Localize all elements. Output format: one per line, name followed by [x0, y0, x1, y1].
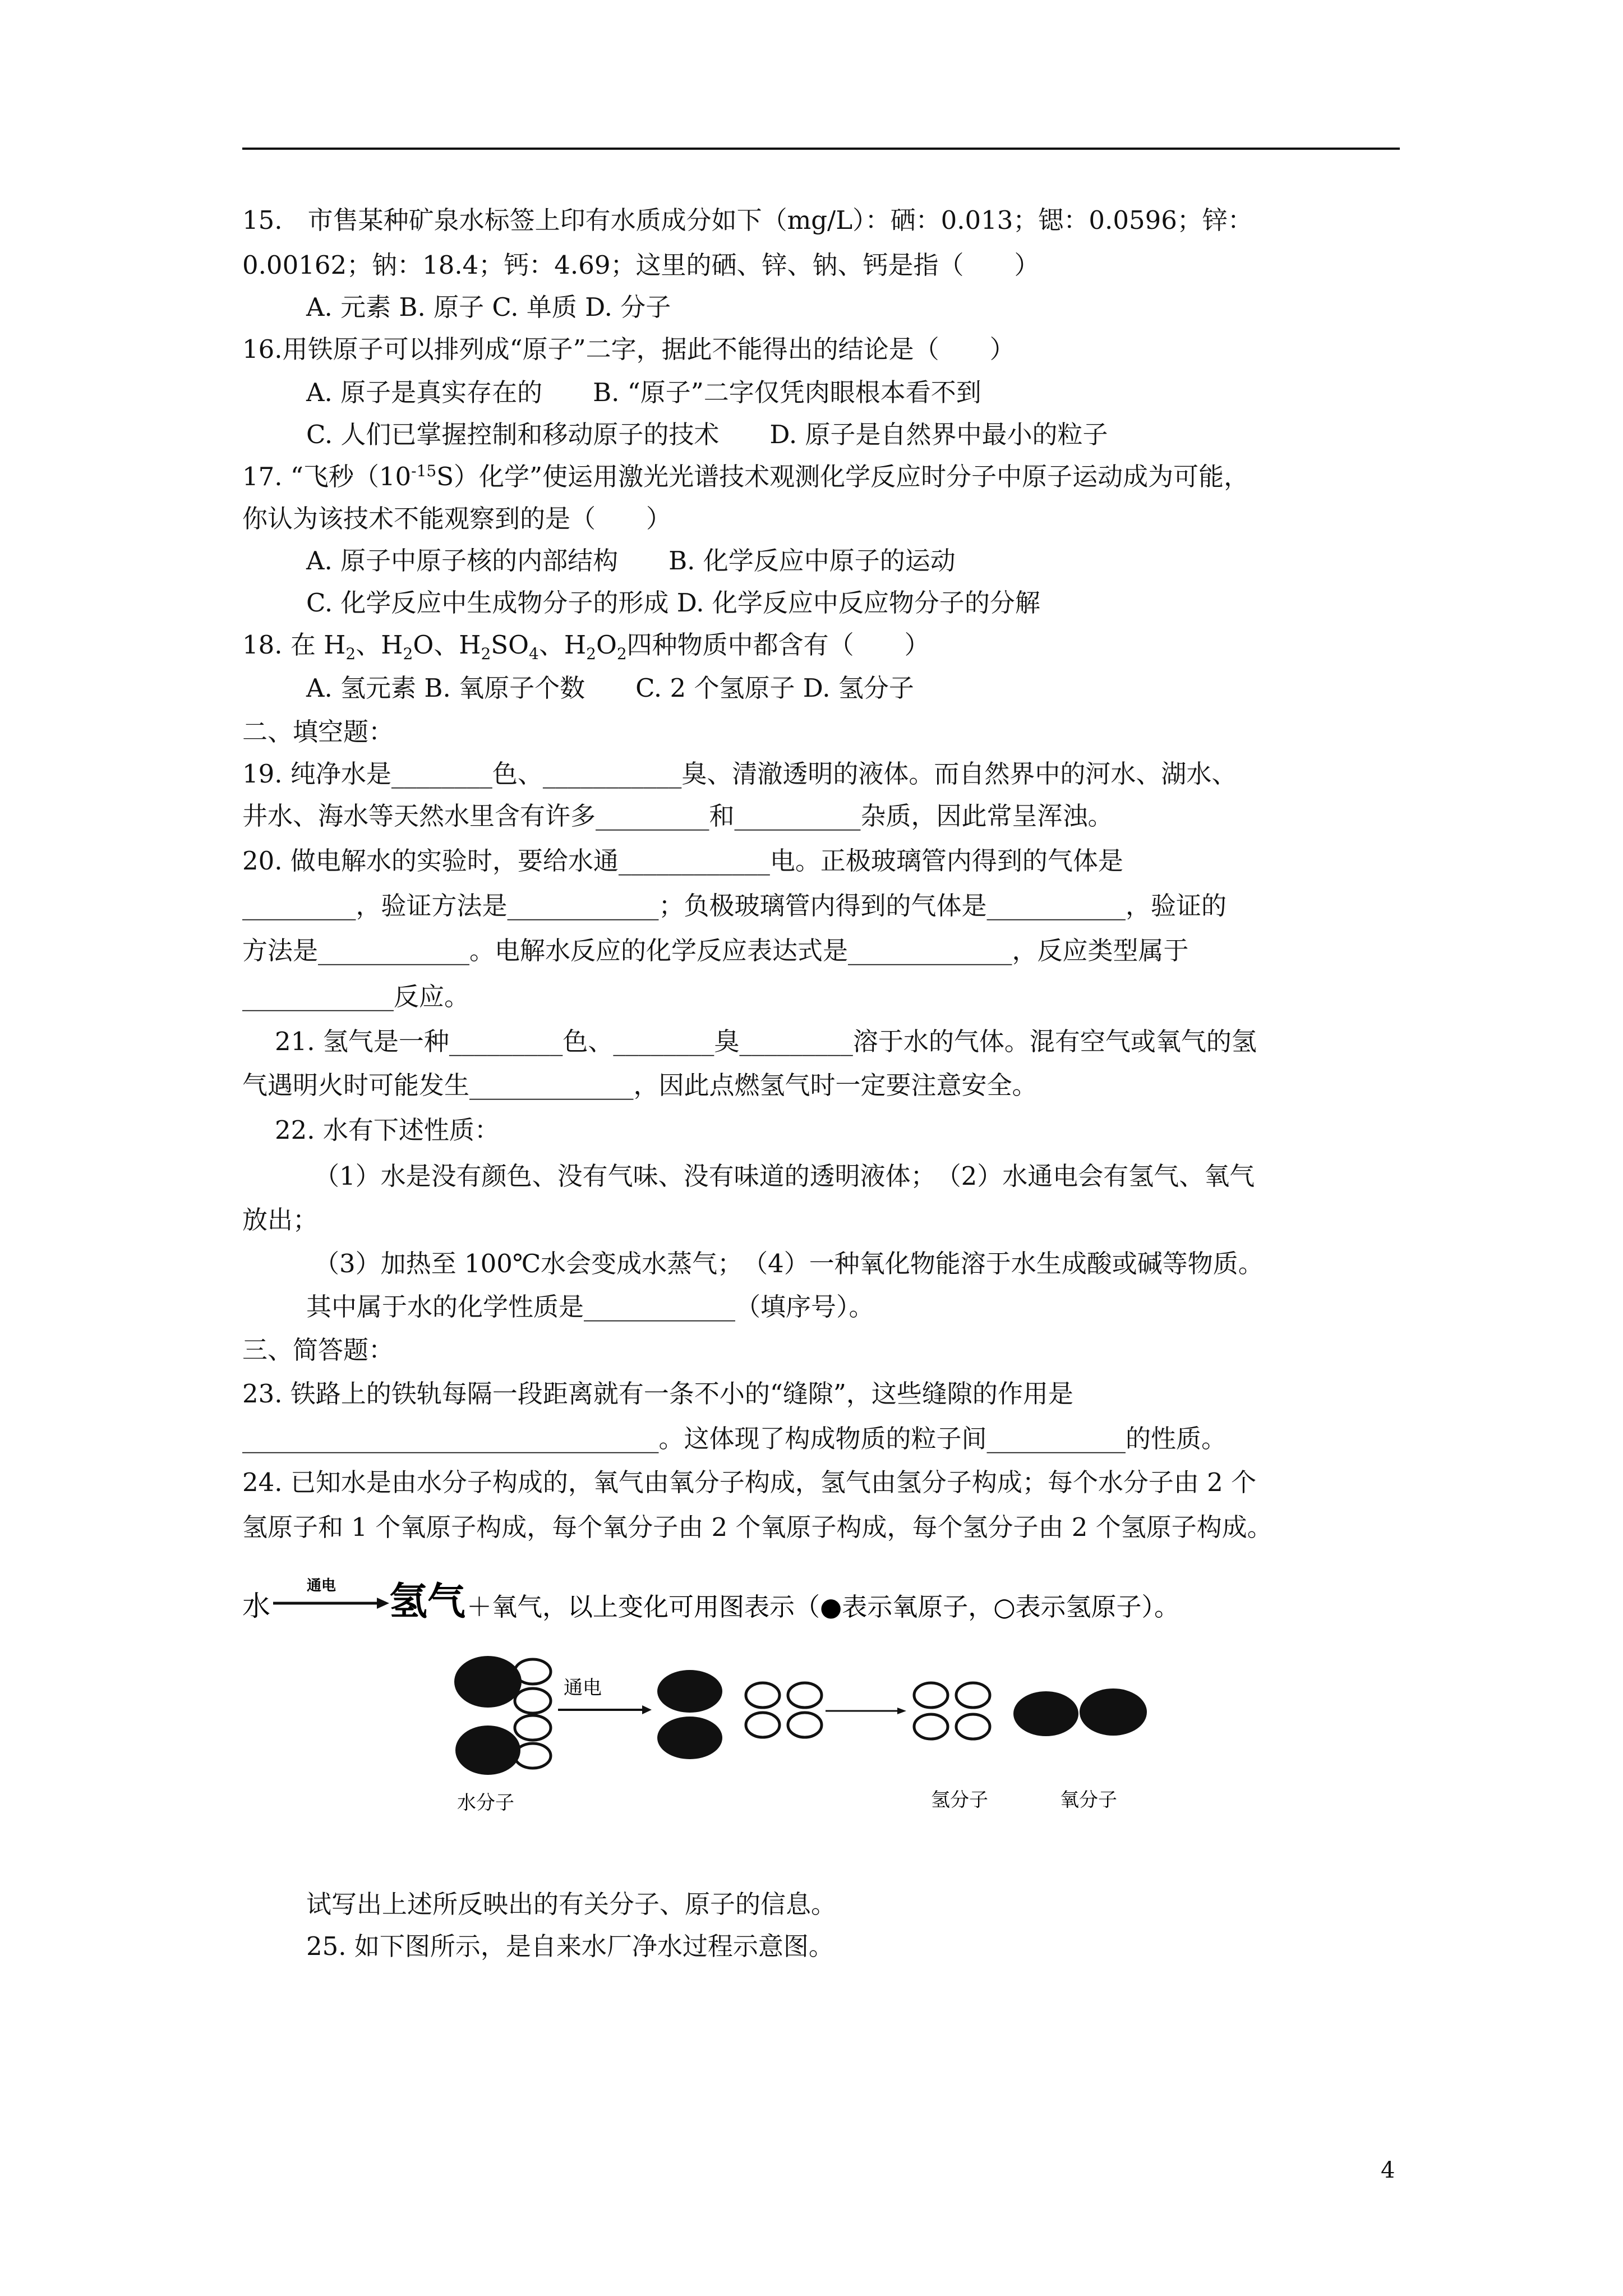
q22-prop-cont: 放出； — [242, 1205, 319, 1235]
free-hydrogen-atom-2 — [788, 1683, 822, 1708]
q25-stem: 25. 如下图所示，是自来水厂净水过程示意图。 — [306, 1931, 834, 1961]
q16-options-cd: C. 人们已掌握控制和移动原子的技术 D. 原子是自然界中最小的粒子 — [306, 420, 1108, 449]
diagram-arrowhead-1 — [642, 1705, 652, 1714]
q16-options-ab: A. 原子是真实存在的 B. “原子”二字仅凭肉眼根本看不到 — [306, 378, 981, 407]
q20-line1: 20. 做电解水的实验时，要给水通____________电。正极玻璃管内得到的气体是 — [242, 846, 1123, 876]
q22-question: 其中属于水的化学性质是____________（填序号）。 — [306, 1292, 874, 1322]
free-oxygen-atom-2 — [657, 1717, 722, 1759]
q15-options: A. 元素 B. 原子 C. 单质 D. 分子 — [306, 292, 671, 322]
h2-molecule-2-atom-1 — [914, 1714, 948, 1739]
label-oxygen-molecule: 氧分子 — [1060, 1789, 1117, 1811]
eq-condition: 通电 — [307, 1577, 336, 1594]
o2-molecule-atom-1 — [1013, 1691, 1078, 1736]
water2-hydrogen-atom-1 — [515, 1715, 551, 1740]
h2-molecule-2-atom-2 — [956, 1714, 990, 1739]
page-number: 4 — [1381, 2157, 1395, 2183]
q24-equation-line — [242, 1571, 1403, 1635]
eq-hydrogen: 氢气 — [389, 1580, 466, 1623]
q17-line1: 17. “飞秒$(10^{-15}S)$化学”使运用激光光谱技术观测化学反应时分子中原子运动成为可能， — [242, 462, 1249, 491]
q21-line2: 气遇明火时可能发生_____________，因此点燃氢气时一定要注意安全。 — [242, 1070, 1038, 1100]
q18-stem: 18. 在 $H_2$、$H_2O$、$H_2SO_4$、$H_2O_2$四种物质中都含有（ ） — [242, 630, 930, 663]
diagram-arrowhead-2 — [897, 1708, 906, 1714]
free-hydrogen-atom-4 — [788, 1713, 822, 1737]
diagram-arrow-label: 通电 — [564, 1677, 602, 1699]
q18-options: A. 氢元素 B. 氧原子个数 C. 2 个氢原子 D. 氢分子 — [306, 673, 914, 703]
free-hydrogen-atom-1 — [746, 1683, 780, 1708]
free-oxygen-atom-1 — [657, 1670, 722, 1713]
q23-line2: _________________________________。这体现了构成物质的粒子间___________的性质。 — [242, 1424, 1227, 1453]
q21-line1: 21. 氢气是一种_________色、________臭_________溶于水的气体。混有空气或氧气的氢 — [275, 1027, 1257, 1056]
o2-molecule-atom-2 — [1080, 1688, 1147, 1736]
q16-stem: 16.用铁原子可以排列成“原子”二字，据此不能得出的结论是（ ） — [242, 334, 1015, 364]
q15-line1: 15. 市售某种矿泉水标签上印有水质成分如下（mg/L）：硒：0.013；锶：0.0596；锌： — [242, 205, 1253, 235]
h2-molecule-1-atom-2 — [956, 1683, 990, 1708]
eq-arrow-head — [377, 1598, 389, 1609]
q20-line4: ____________反应。 — [242, 982, 470, 1011]
q22-prop1-2: （1）水是没有颜色、没有气味、没有味道的透明液体； （2）水通电会有氢气、氧气 — [314, 1161, 1255, 1191]
header-rule — [242, 148, 1400, 150]
h2-molecule-1-atom-1 — [914, 1683, 948, 1708]
section-fill-blank: 二、填空题： — [242, 717, 394, 747]
q17-options-cd: C. 化学反应中生成物分子的形成 D. 化学反应中反应物分子的分解 — [306, 588, 1040, 618]
q20-line2: _________，验证方法是____________；负极玻璃管内得到的气体是___________，验证的 — [242, 891, 1227, 921]
q17-line2: 你认为该技术不能观察到的是（ ） — [242, 504, 672, 533]
q20-line3: 方法是____________。电解水反应的化学反应表达式是_____________，反应类型属于 — [242, 936, 1189, 965]
q24-question: 试写出上述所反映出的有关分子、原子的信息。 — [306, 1889, 837, 1919]
q19-line1: 19. 纯净水是________色、___________臭、清澈透明的液体。而自然界中的河水、湖水、 — [242, 759, 1237, 789]
label-hydrogen-molecule: 氢分子 — [931, 1789, 988, 1811]
water1-oxygen-atom — [454, 1656, 522, 1708]
q24-line1: 24. 已知水是由水分子构成的，氧气由氧分子构成，氢气由氢分子构成；每个水分子由 2 个 — [242, 1467, 1257, 1497]
q15-line2: 0.00162；钠：18.4；钙：4.69；这里的硒、锌、钠、钙是指（ ） — [242, 250, 1040, 280]
eq-water: 水 — [242, 1590, 270, 1622]
electrolysis-diagram — [426, 1649, 1234, 1820]
eq-rest: ＋氧气，以上变化可用图表示（●表示氧原子，○表示氢原子）。 — [467, 1592, 1180, 1622]
q23-line1: 23. 铁路上的铁轨每隔一段距离就有一条不小的“缝隙”，这些缝隙的作用是 — [242, 1379, 1073, 1409]
section-short-answer: 三、简答题： — [242, 1335, 394, 1365]
q24-line2: 氢原子和 1 个氧原子构成，每个氧分子由 2 个氧原子构成，每个氢分子由 2 个氢原子构成。 — [242, 1512, 1272, 1542]
water2-oxygen-atom — [455, 1726, 520, 1775]
label-water-molecule: 水分子 — [457, 1792, 514, 1814]
q22-stem: 22. 水有下述性质： — [275, 1115, 500, 1145]
free-hydrogen-atom-3 — [746, 1713, 780, 1737]
water2-hydrogen-atom-2 — [515, 1743, 551, 1768]
q22-prop3-4: （3）加热至 100℃水会变成水蒸气； （4）一种氧化物能溶于水生成酸或碱等物质。 — [314, 1249, 1264, 1278]
q17-options-ab: A. 原子中原子核的内部结构 B. 化学反应中原子的运动 — [306, 546, 956, 576]
q19-line2: 井水、海水等天然水里含有许多_________和__________杂质，因此常呈浑浊。 — [242, 801, 1113, 831]
water1-hydrogen-atom-1 — [515, 1659, 551, 1684]
water1-hydrogen-atom-2 — [515, 1688, 551, 1713]
